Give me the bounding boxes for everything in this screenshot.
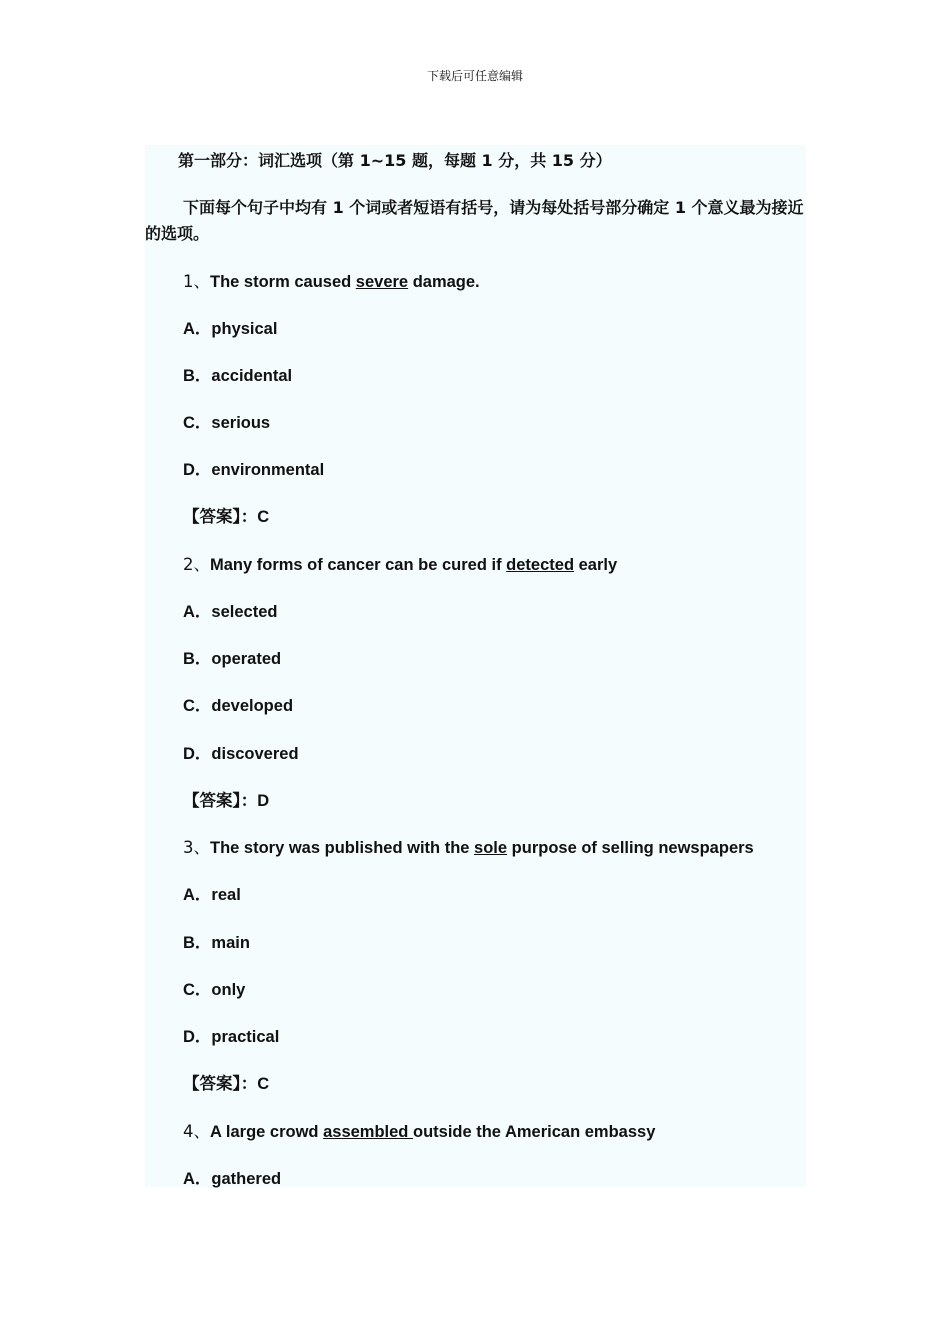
question-number: 2、 <box>183 555 210 574</box>
question-text-after: outside the American embassy <box>412 1123 656 1141</box>
underlined-term: detected <box>506 556 575 574</box>
question-text-after: purpose of selling newspapers <box>507 839 754 857</box>
answer-label: 【答案】：D <box>183 792 270 810</box>
option-a: A．real <box>183 886 241 904</box>
question-2 <box>183 551 617 575</box>
page-header-note: 下载后可任意编辑 <box>426 69 523 83</box>
question-text-after: early <box>574 556 618 574</box>
option-d: D．environmental <box>183 461 325 479</box>
question-1 <box>183 268 480 292</box>
question-4 <box>183 1118 655 1142</box>
option-d: D．practical <box>183 1028 280 1046</box>
option-b: B．operated <box>183 650 282 668</box>
option-a: A．physical <box>183 320 278 338</box>
answer-label: 【答案】：C <box>183 1075 270 1093</box>
question-text-after: damage. <box>408 273 480 291</box>
answer-label: 【答案】：C <box>183 508 270 526</box>
option-b: B．accidental <box>183 367 293 385</box>
option-a: A．gathered <box>183 1170 282 1188</box>
underlined-term: sole <box>474 839 508 857</box>
option-b: B．main <box>183 934 250 952</box>
option-c: C．developed <box>183 697 294 715</box>
question-number: 1、 <box>183 272 210 291</box>
option-c: C．only <box>183 981 246 999</box>
question-text-before: The storm caused <box>210 273 356 291</box>
section-title: 第一部分：词汇选项（第 1~15 题，每题 1 分，共 15 分） <box>178 151 612 170</box>
question-number: 3、 <box>183 838 210 857</box>
option-c: C．serious <box>183 414 271 432</box>
instructions-paragraph: 下面每个句子中均有 1 个词或者短语有括号，请为每处括号部分确定 1 个意义最为接近的选项。 <box>145 198 804 243</box>
underlined-term: assembled <box>323 1123 413 1141</box>
question-3 <box>183 834 754 858</box>
underlined-term: severe <box>355 273 409 291</box>
option-d: D．discovered <box>183 745 299 763</box>
question-text-before: A large crowd <box>210 1123 324 1141</box>
question-number: 4、 <box>183 1122 210 1141</box>
option-a: A．selected <box>183 603 278 621</box>
question-text-before: The story was published with the <box>210 839 475 857</box>
question-text-before: Many forms of cancer can be cured if <box>210 556 507 574</box>
